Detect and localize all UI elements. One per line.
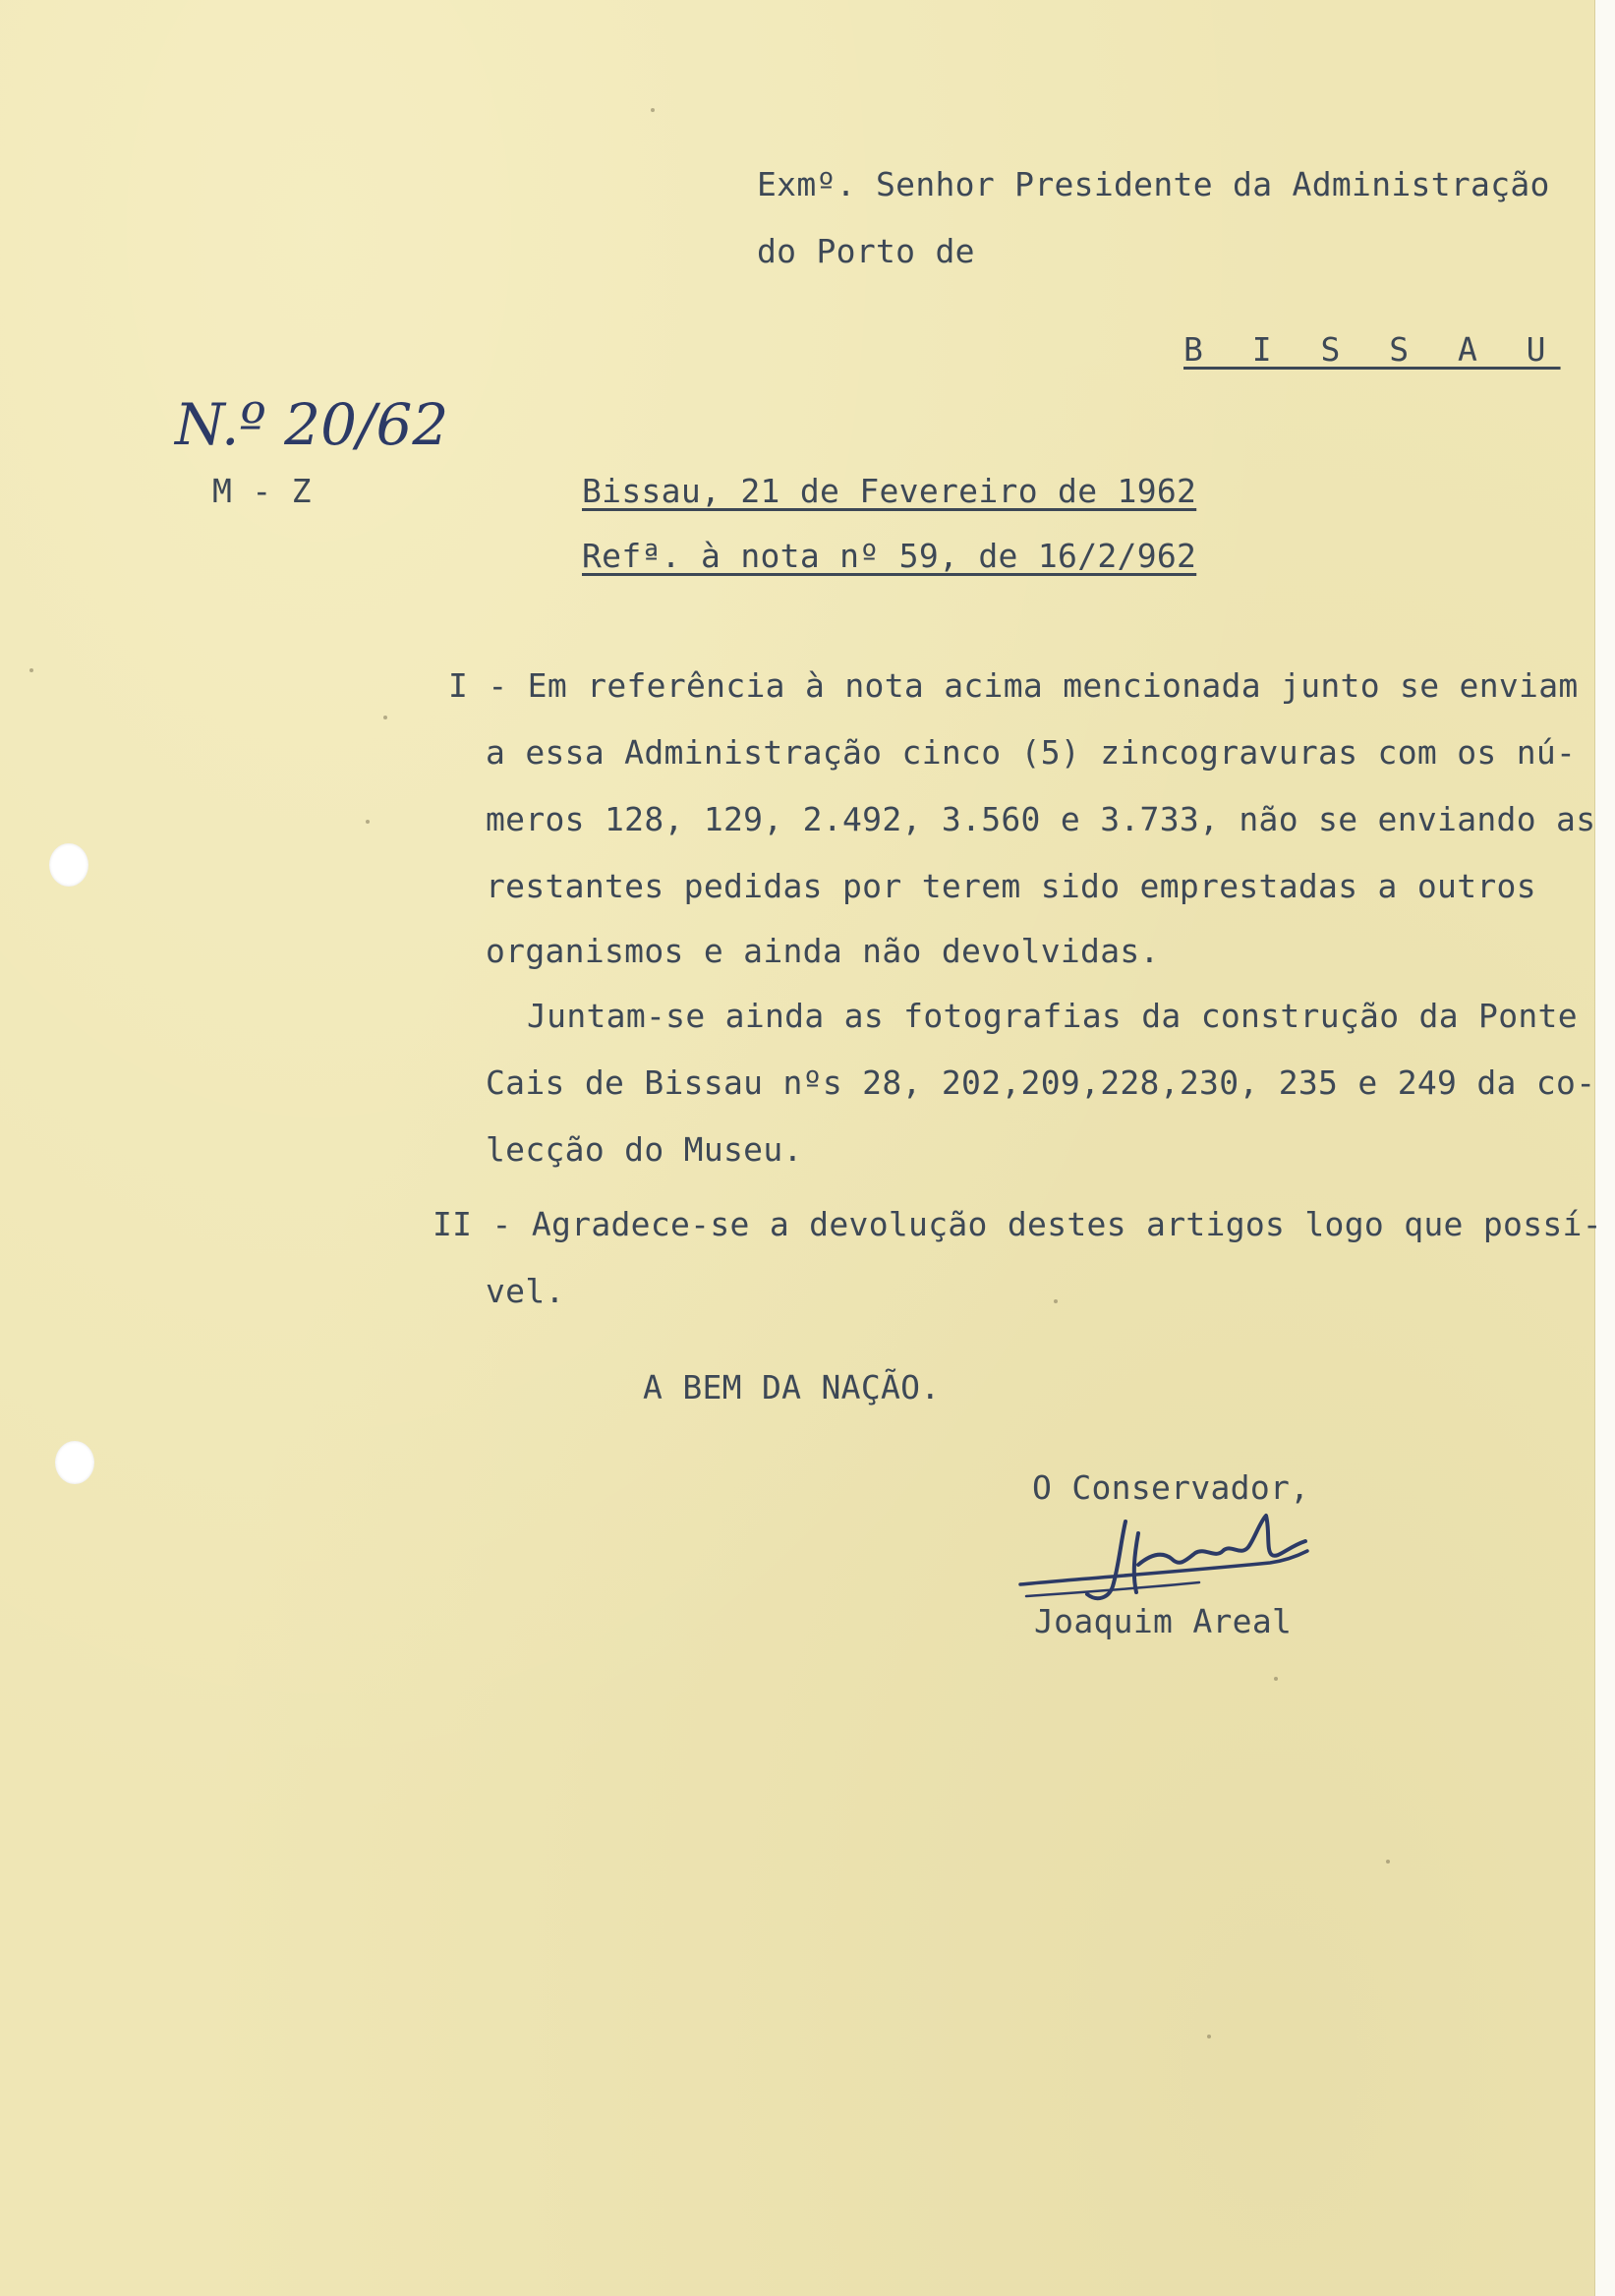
paper-speck (29, 668, 33, 672)
paragraph-3-line-1: II - Agradece-se a devolução destes artigos logo que possí- (433, 1205, 1602, 1243)
paper-speck (1054, 1299, 1058, 1303)
paper-speck (1207, 2035, 1211, 2038)
paper-speck (651, 108, 655, 112)
reference-line: Refª. à nota nº 59, de 16/2/962 (582, 537, 1197, 575)
paper-speck (1274, 1677, 1278, 1681)
paragraph-2-line-2: Cais de Bissau nºs 28, 202,209,228,230, 235 e 249 da co- (486, 1063, 1596, 1102)
registry-number-handwritten: N.º 20/62 (175, 391, 449, 458)
paragraph-3-line-2: vel. (486, 1272, 565, 1310)
registry-code: M - Z (212, 472, 312, 510)
paragraph-2-line-1: Juntam-se ainda as fotografias da construção da Ponte (527, 997, 1578, 1035)
signer-name: Joaquim Areal (1034, 1602, 1293, 1640)
addressee-line-2: do Porto de (757, 232, 975, 270)
paragraph-1-line-1: I - Em referência à nota acima mencionada junto se enviam (448, 666, 1579, 705)
paper-speck (1386, 1860, 1390, 1864)
addressee-line-1: Exmº. Senhor Presidente da Administração (757, 165, 1550, 203)
date-line: Bissau, 21 de Fevereiro de 1962 (582, 472, 1197, 510)
paper-speck (383, 716, 387, 719)
punch-hole (49, 843, 88, 887)
handwritten-signature (1012, 1504, 1327, 1612)
paragraph-2-line-3: lecção do Museu. (486, 1130, 803, 1169)
signer-title: O Conservador, (1032, 1468, 1310, 1507)
punch-hole (55, 1441, 94, 1484)
paragraph-1-line-2: a essa Administração cinco (5) zincogravuras com os nú- (486, 733, 1577, 772)
paragraph-1-line-5: organismos e ainda não devolvidas. (486, 932, 1160, 970)
addressee-city: B I S S A U (1183, 330, 1561, 369)
paper-speck (366, 820, 370, 824)
closing-formula: A BEM DA NAÇÃO. (643, 1368, 941, 1406)
paragraph-1-line-4: restantes pedidas por terem sido emprestadas a outros (486, 867, 1536, 905)
paragraph-1-line-3: meros 128, 129, 2.492, 3.560 e 3.733, não se enviando as (486, 800, 1596, 838)
